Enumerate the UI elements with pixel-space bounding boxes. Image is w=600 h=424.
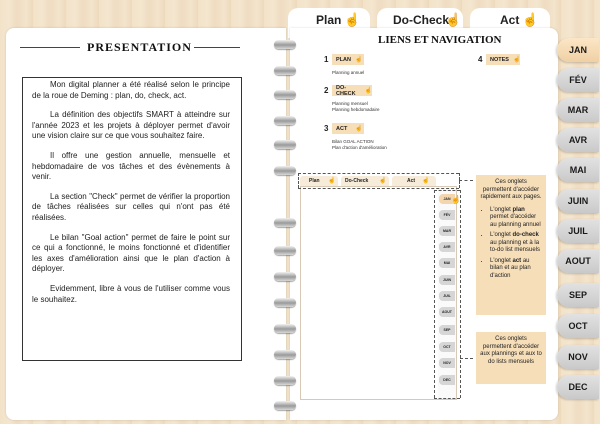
mini-tab-label: Act [407, 178, 416, 184]
presentation-paragraph: Evidemment, libre à vous de l'utiliser comme vous le souhaitez. [32, 283, 230, 304]
item-number: 4 [478, 55, 483, 64]
mini-month-tab: DEC [439, 375, 455, 385]
binder-ring [274, 376, 296, 385]
month-tab-jan[interactable]: JAN [557, 38, 599, 62]
hand-click-icon: ☝ [522, 12, 539, 27]
presentation-paragraph: La définition des objectifs SMART à atteindre sur l'année 2023 et les projets à déployer permet d'avoir une vision claire sur ce que vous souhaitez faire. [32, 110, 230, 141]
tab-act-label: Act [500, 13, 520, 27]
tabs-callout-item [490, 207, 542, 230]
tabs-callout-intro: Ces onglets permettent d'accéder rapidement aux pages. [480, 179, 542, 200]
binder-ring [274, 298, 296, 307]
tabs-callout-item [490, 258, 542, 281]
mini-tab-label: Do-Check [345, 178, 369, 184]
binder-ring [274, 90, 296, 99]
act-link[interactable] [332, 123, 364, 134]
tabs-highlight-border [298, 173, 299, 188]
mini-tab-do-check [341, 176, 389, 186]
months-highlight-border [434, 190, 435, 398]
month-tab-mar[interactable]: MAR [557, 98, 599, 122]
item-number: 1 [324, 55, 329, 64]
month-tab-fev[interactable]: FÉV [557, 68, 599, 92]
do-check-link-desc [332, 101, 380, 112]
month-tab-aout[interactable]: AOUT [557, 249, 599, 273]
month-tab-oct[interactable]: OCT [557, 314, 599, 338]
binder-ring [274, 140, 296, 149]
mini-month-tab: MAR [439, 226, 455, 236]
tab-plan-label: Plan [316, 13, 342, 27]
month-tab-avr[interactable]: AVR [557, 128, 599, 152]
month-tab-juin[interactable]: JUIN [557, 189, 599, 213]
desc-line: Planning mensuel [332, 101, 368, 106]
months-callout-text: Ces onglets permettent d'accéder aux plannings et aux to do lists mensuels [480, 336, 542, 365]
title-rule [194, 47, 240, 48]
tab-do-check-label: Do-Check [393, 13, 450, 27]
plan-link[interactable] [332, 54, 364, 65]
item-number: 3 [324, 124, 329, 133]
binder-ring [274, 40, 296, 49]
month-tab-mai[interactable]: MAI [557, 158, 599, 182]
hand-click-icon: ☝ [355, 126, 363, 132]
months-callout [476, 332, 546, 384]
tabs-callout [476, 175, 546, 315]
callout-text: L'onglet [490, 257, 513, 264]
months-highlight-border [460, 190, 461, 398]
act-link-label: ACT [336, 125, 348, 132]
mini-month-tab: MAI [439, 258, 455, 268]
callout-text: au planning et à la to-do list mensuels [490, 239, 541, 253]
months-highlight-border [434, 398, 460, 399]
desc-line: Planning hebdomadaire [332, 106, 380, 112]
mini-month-tab: SEP [439, 325, 455, 335]
callout-text: au bilan et au plan d'action [490, 257, 531, 279]
act-link-desc [332, 139, 387, 150]
title-rule [20, 47, 80, 48]
binder-ring [274, 116, 296, 125]
callout-keyword: do-check [512, 232, 539, 238]
binder-ring [274, 246, 296, 255]
callout-keyword: plan [512, 206, 525, 213]
plan-link-desc [332, 70, 364, 76]
tabs-callout-item [490, 232, 542, 255]
callout-text: L'onglet [490, 206, 513, 213]
mini-planner-preview [300, 186, 440, 400]
months-highlight-border [434, 190, 460, 191]
hand-click-icon: ☝ [364, 88, 372, 94]
item-number: 2 [324, 86, 329, 95]
month-tab-nov[interactable]: NOV [557, 345, 599, 369]
mini-tab-plan [300, 176, 338, 186]
tabs-callout-list [480, 207, 542, 281]
desc-line: Planning annuel [332, 70, 365, 75]
mini-month-tab: AVR [439, 242, 455, 252]
hand-click-icon: ☝ [445, 12, 462, 27]
hand-click-icon: ☝ [379, 178, 387, 184]
notes-link-label: NOTES [490, 56, 509, 63]
desc-line: Bilan GOAL ACTION [332, 139, 374, 144]
notes-link[interactable] [486, 54, 520, 65]
callout-keyword: act [512, 257, 522, 264]
mini-month-tab: JUIN [439, 275, 455, 285]
binder-ring [274, 66, 296, 75]
tabs-highlight-border [298, 188, 459, 189]
mini-month-tab: JUIL [439, 291, 455, 301]
hand-click-icon: ☝ [344, 12, 361, 27]
callout-text: permet d'accéder au planning annuel [490, 214, 541, 228]
presentation-paragraph: Il offre une gestion annuelle, mensuelle et hebdomadaire de vos tâches et des évènements à venir. [32, 150, 230, 182]
mini-tab-act [392, 176, 436, 186]
desc-line: Plan d'action d'amélioration [332, 144, 387, 150]
callout-text: L'onglet [490, 232, 513, 238]
tabs-highlight-border [298, 173, 459, 174]
presentation-paragraph: La section "Check" permet de vérifier la proportion de tâches réalisées sur celles qui n'ont pas été réalisées. [32, 191, 230, 222]
binder-ring [274, 166, 296, 175]
binder-ring [274, 350, 296, 359]
hand-click-icon: ☝ [512, 57, 521, 63]
mini-month-tab: OCT [439, 342, 455, 352]
liens-title: LIENS ET NAVIGATION [378, 34, 502, 46]
binder-ring [274, 401, 296, 410]
mini-month-tab: FÉV [439, 210, 455, 220]
hand-click-icon: ☝ [354, 57, 363, 63]
presentation-text [32, 80, 230, 314]
presentation-paragraph: Le bilan "Goal action" permet de faire le point sur ce qui a fonctionné, le moins fonctionné et d'identifier les axes d'amélioration ainsi que le plan d'action à déployer. [32, 232, 230, 274]
hand-click-icon: ☝ [422, 178, 430, 184]
mini-month-tab: AOUT [439, 307, 455, 317]
callout-connector [459, 180, 473, 181]
mini-month-tab: JAN [439, 194, 455, 204]
mini-tab-label: Plan [309, 178, 320, 184]
presentation-paragraph: Mon digital planner a été réalisé selon le principe de la roue de Deming : plan, do, check, act. [32, 80, 230, 100]
month-tab-sep[interactable]: SEP [557, 283, 599, 307]
do-check-link-label: DO-CHECK [336, 84, 356, 97]
mini-month-tab: NOV [439, 358, 455, 368]
plan-link-label: PLAN [336, 56, 351, 63]
presentation-title: PRESENTATION [87, 40, 192, 54]
month-tab-juil[interactable]: JUIL [557, 219, 599, 243]
binder-ring [274, 324, 296, 333]
month-tab-dec[interactable]: DEC [557, 375, 599, 399]
hand-click-icon: ☝ [328, 178, 336, 184]
hand-click-icon: ☝ [451, 195, 461, 204]
callout-connector [460, 358, 473, 359]
binder-ring [274, 218, 296, 227]
do-check-link[interactable] [332, 85, 372, 96]
binder-ring [274, 272, 296, 281]
